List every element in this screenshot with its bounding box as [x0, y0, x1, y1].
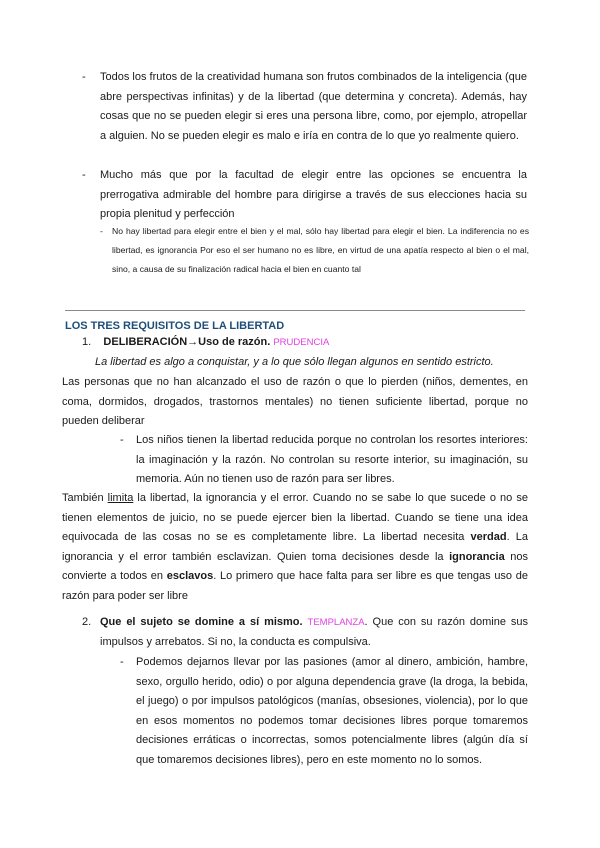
- paragraph-uso-razon: Las personas que no han alcanzado el uso de razón o que lo pierden (niños, dementes, en coma, dormidos, drogados, trastornos mentales) no tienen suficiente libertad, porque no pueden deliberar: [62, 376, 528, 427]
- requirement-2-number: 2.: [82, 616, 92, 628]
- bullet-facultad-elegir: Mucho más que por la facultad de elegir entre las opciones se encuentra la prerrogativa admirable del hombre para dirigirse a través de sus elecciones hacia su propia plenitud y perfección: [100, 169, 527, 220]
- requirement-2-text: [100, 613, 528, 652]
- para2-d: nos convierte a todos en: [62, 550, 528, 582]
- requirement-1-number: 1.: [82, 336, 92, 348]
- para2-b: la libertad, la ignorancia y el error. Cuando no se sabe lo que sucede o no se tienen elementos de juicio, no se puede ejercer bien la libertad. Cuando se tiene una idea equivocada de las cosas no se es completamente libre. La libertad necesita: [62, 492, 528, 543]
- requirement-1-heading: [82, 333, 522, 353]
- templanza-tag: TEMPLANZA: [307, 617, 365, 628]
- requirement-1-title: DELIBERACIÓN→Uso de razón.: [103, 336, 271, 348]
- section-title: LOS TRES REQUISITOS DE LA LIBERTAD: [65, 320, 285, 332]
- bullet-dash: -: [120, 434, 124, 446]
- bullet-creatividad: Todos los frutos de la creatividad humana son frutos combinados de la inteligencia (que abre perspectivas infinitas) y de la libertad (que determina y concreta). Además, hay cosas que no se pueden elegir si eres una persona libre, como, por ejemplo, atropellar a alguien. No se pueden elegir es malo e iría en contra de lo que yo realmente quiero.: [100, 71, 527, 142]
- word-ignorancia: ignorancia: [449, 550, 505, 563]
- word-verdad: verdad: [470, 531, 507, 543]
- word-esclavos: esclavos: [166, 570, 214, 582]
- requirement-1-quote: La libertad es algo a conquistar, y a lo que sólo llegan algunos en sentido estricto.: [95, 356, 494, 368]
- para2-e: . Lo primero que hace falta para ser libre es que tengas uso de razón para poder ser libre: [62, 570, 528, 602]
- bullet-pasiones: Podemos dejarnos llevar por las pasiones (amor al dinero, ambición, hambre, sexo, orgullo herido, odio) o por alguna dependencia grave (la droga, la bebida, el juego) o por impulsos patológicos (manías, obsesiones, violencia), por lo que en esos momentos no podemos tomar decisiones libres porque tomaremos decisiones erráticas o incorrectas, somos potencialmente libres (algún día sí que tomaremos decisiones libres), pero en este momento no lo somos.: [136, 656, 528, 766]
- bullet-ninos: Los niños tienen la libertad reducida porque no controlan los resortes interiores: la imaginación y la razón. No controlan su resorte interior, su imaginación, su memoria. Aún no tienen uso de razón para ser libres.: [136, 434, 528, 485]
- paragraph-ignorancia-error: [62, 489, 528, 606]
- para2-a: También: [62, 492, 108, 504]
- bullet-dash: -: [120, 656, 124, 668]
- requirement-2-rest: . Que con su razón domine sus impulsos y arrebatos. Si no, la conducta es compulsiva.: [100, 616, 529, 648]
- para2-c: . La ignorancia y el error también esclavizan. Quien toma decisiones desde la: [62, 531, 528, 563]
- requirement-2-title: Que el sujeto se domine a sí mismo.: [100, 616, 303, 628]
- bullet-dash: -: [82, 71, 86, 83]
- bullet-dash: -: [82, 169, 86, 181]
- prudencia-tag: PRUDENCIA: [273, 337, 330, 348]
- word-limita: limita: [107, 492, 134, 504]
- horizontal-divider: [65, 310, 525, 311]
- sub-bullet-bien-mal: No hay libertad para elegir entre el bien y el mal, sólo hay libertad para elegir el bien. La indiferencia no es libertad, es ignorancia Por eso el ser humano no es libre, en virtud de una apatía respecto al bien o el mal, sino, a causa de su finalización radical hacia el bien en cuanto tal: [112, 226, 529, 274]
- sub-bullet-dash: -: [100, 226, 103, 236]
